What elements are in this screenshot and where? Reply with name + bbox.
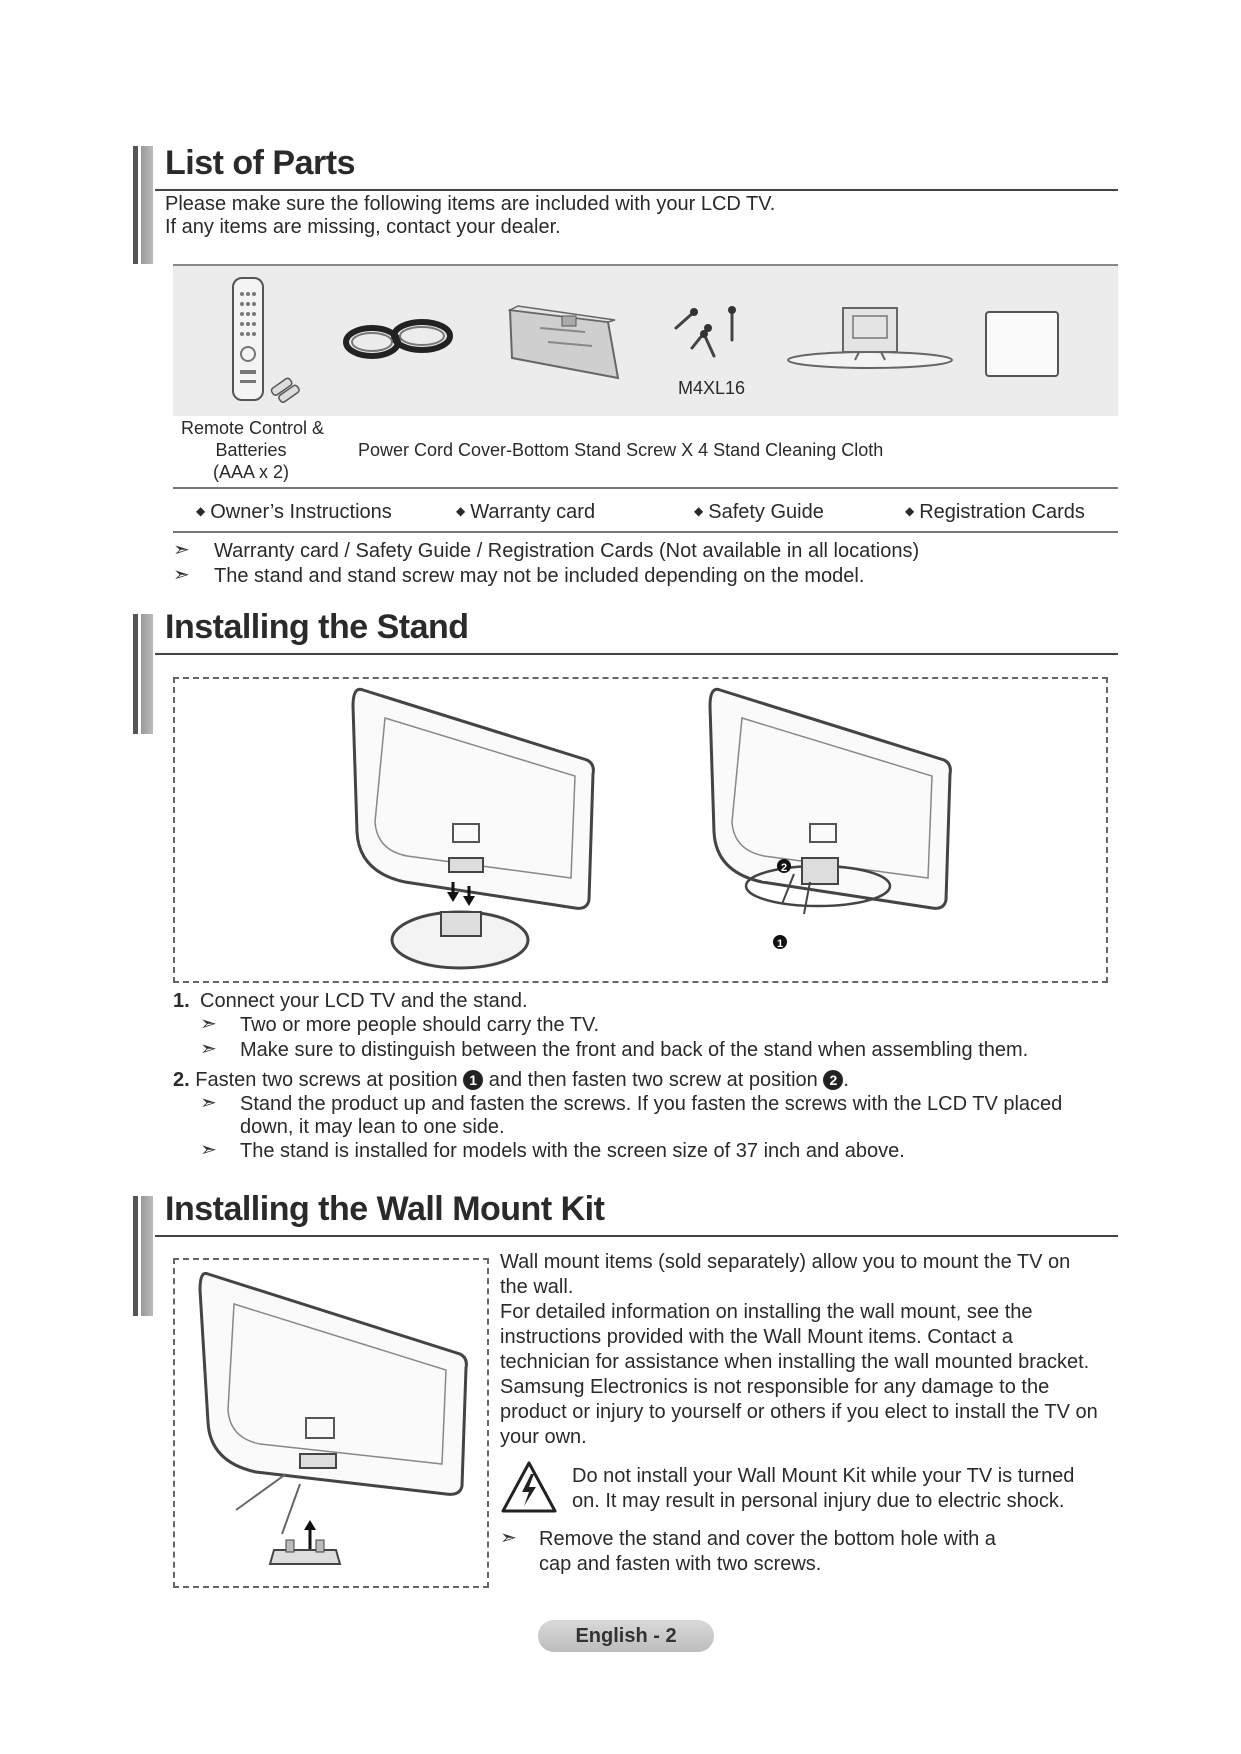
documents-rule-top	[173, 487, 1118, 489]
tv-back-wall-mount-illustration	[190, 1264, 480, 1584]
wall-mount-title-rule	[155, 1235, 1118, 1237]
parts-note-1: Warranty card / Safety Guide / Registration Cards (Not available in all locations)	[214, 540, 920, 562]
installing-stand-title: Installing the Stand	[165, 608, 469, 646]
power-cord-illustration	[340, 310, 460, 370]
position-marker-2: 2	[823, 1070, 843, 1090]
section-bar-wall-mount	[133, 1196, 153, 1316]
parts-note-2: The stand and stand screw may not be included depending on the model.	[214, 565, 865, 587]
electric-shock-warning-icon	[500, 1460, 558, 1514]
note-arrow-icon: ➣	[200, 1092, 217, 1114]
note-arrow-icon: ➣	[173, 564, 190, 586]
wall-mount-note-line1: Remove the stand and cover the bottom hole with a	[539, 1528, 996, 1550]
wall-mount-para-line6: Samsung Electronics is not responsible for any damage to the	[500, 1376, 1050, 1398]
tv-back-fastening-illustration	[702, 682, 962, 972]
wall-mount-para-line2: the wall.	[500, 1276, 574, 1298]
stand-step2-note1-line1: Stand the product up and fasten the screws. If you fasten the screws with the LCD TV placed	[240, 1093, 1063, 1115]
stand-screws-illustration	[670, 300, 750, 360]
doc-safety-guide: ◆ Safety Guide	[694, 501, 824, 523]
stand-title-rule	[155, 653, 1118, 655]
stand-illustration	[785, 300, 955, 375]
parts-title-rule	[155, 189, 1118, 191]
stand-step2-note2: The stand is installed for models with the screen size of 37 inch and above.	[240, 1140, 905, 1162]
wall-mount-para-line3: For detailed information on installing the wall mount, see the	[500, 1301, 1033, 1323]
stand-step1-note1: Two or more people should carry the TV.	[240, 1014, 600, 1036]
section-bar-stand	[133, 614, 153, 734]
wall-mount-para-line7: product or injury to yourself or others if you elect to install the TV on	[500, 1401, 1098, 1423]
parts-intro-line2: If any items are missing, contact your dealer.	[165, 216, 561, 238]
doc-registration-cards: ◆ Registration Cards	[905, 501, 1085, 523]
cover-bottom-illustration	[500, 300, 625, 385]
wall-mount-note-line2: cap and fasten with two screws.	[539, 1553, 822, 1575]
stand-step2-number: 2.	[173, 1069, 190, 1091]
stand-step2-note1-line2: down, it may lean to one side.	[240, 1116, 505, 1138]
wall-mount-warning-line1: Do not install your Wall Mount Kit while your TV is turned	[572, 1465, 1075, 1487]
remote-control-illustration	[215, 272, 305, 407]
doc-owners-instructions: ◆ Owner’s Instructions	[196, 501, 392, 523]
wall-mount-warning-line2: on. It may result in personal injury due to electric shock.	[572, 1490, 1065, 1512]
wall-mount-para-line5: technician for assistance when installing the wall mounted bracket.	[500, 1351, 1090, 1373]
note-arrow-icon: ➣	[500, 1527, 517, 1549]
svg-text:1: 1	[776, 938, 784, 950]
wall-mount-title: Installing the Wall Mount Kit	[165, 1190, 605, 1228]
list-of-parts-title: List of Parts	[165, 144, 355, 182]
stand-step1-note2: Make sure to distinguish between the front and back of the stand when assembling them.	[240, 1039, 1029, 1061]
tv-back-with-stand-illustration	[345, 682, 605, 982]
doc-warranty-card: ◆ Warranty card	[456, 501, 596, 523]
documents-rule-bottom	[173, 531, 1118, 533]
position-marker-1: 1	[463, 1070, 483, 1090]
caption-remote-line1: Remote Control &	[181, 418, 325, 438]
wall-mount-para-line4: instructions provided with the Wall Mount items. Contact a	[500, 1326, 1013, 1348]
caption-other-parts: Power Cord Cover-Bottom Stand Screw X 4 Stand Cleaning Cloth	[358, 440, 884, 460]
caption-remote-line3: (AAA x 2)	[212, 462, 290, 482]
note-arrow-icon: ➣	[200, 1038, 217, 1060]
note-arrow-icon: ➣	[200, 1139, 217, 1161]
parts-illustration-band	[173, 264, 1118, 416]
caption-remote-line2: Batteries	[215, 440, 287, 460]
note-arrow-icon: ➣	[173, 539, 190, 561]
screw-spec-label: M4XL16	[678, 378, 746, 398]
page-number-badge: English - 2	[538, 1620, 714, 1652]
wall-mount-para-line8: your own.	[500, 1426, 587, 1448]
stand-step1-text: Connect your LCD TV and the stand.	[200, 990, 528, 1012]
note-arrow-icon: ➣	[200, 1013, 217, 1035]
stand-step2-line: 2. Fasten two screws at position 1 and then fasten two screw at position 2 .	[173, 1069, 849, 1091]
cleaning-cloth-illustration	[982, 308, 1062, 380]
section-bar-parts	[133, 146, 153, 264]
stand-step1-number: 1.	[173, 990, 190, 1012]
parts-intro-line1: Please make sure the following items are included with your LCD TV.	[165, 193, 776, 215]
svg-text:2: 2	[780, 862, 788, 874]
stand-illustration-box	[173, 677, 1108, 983]
wall-mount-para-line1: Wall mount items (sold separately) allow you to mount the TV on	[500, 1251, 1071, 1273]
